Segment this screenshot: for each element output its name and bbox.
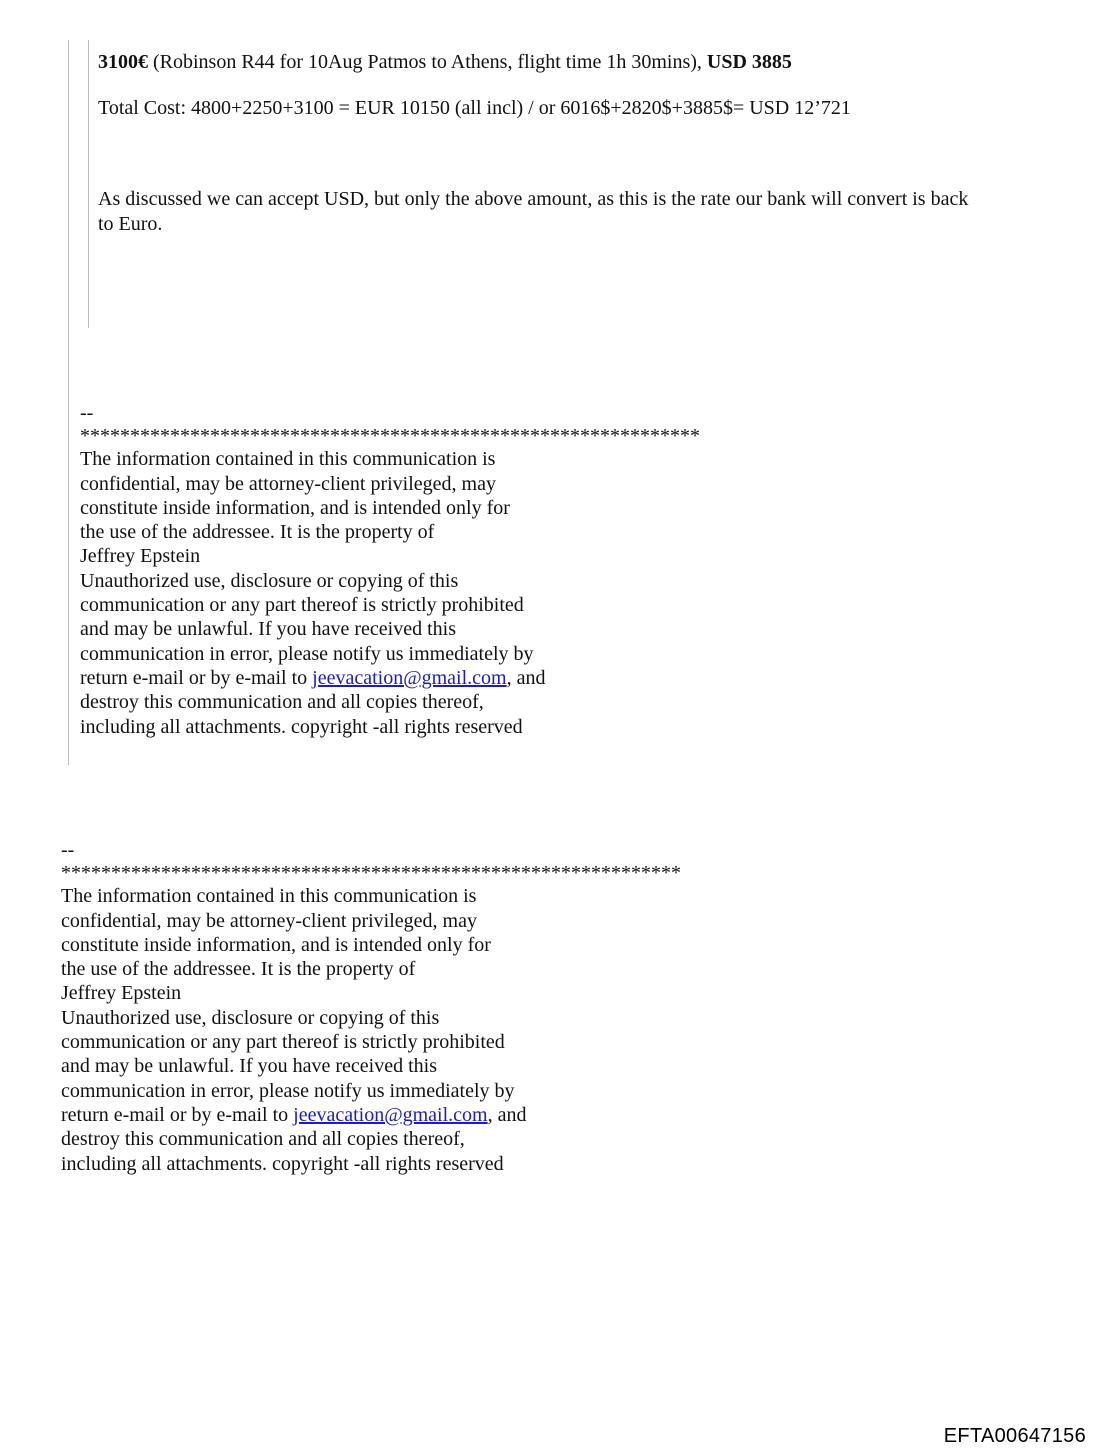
disclaimer-line: destroy this communication and all copies thereof, [80,691,484,714]
disclaimer-2 [61,838,681,1176]
disclaimer-line: confidential, may be attorney-client privileged, may [61,909,477,932]
email-suffix: , and [506,666,546,689]
disclaimer-1 [80,401,700,739]
outer-quote-bar [68,40,69,765]
inner-quote-bar [88,40,89,328]
disclaimer-line: and may be unlawful. If you have received this [61,1055,437,1078]
signature-separator: -- [80,402,94,424]
disclaimer-line: communication or any part thereof is strictly prohibited [61,1031,505,1054]
email-link[interactable]: jeevacation@gmail.com [293,1103,488,1126]
document-id: EFTA00647156 [943,1425,1086,1447]
disclaimer-line: communication or any part thereof is strictly prohibited [80,594,524,617]
disclaimer-line: Unauthorized use, disclosure or copying of this [80,569,459,592]
total-cost-line: Total Cost: 4800+2250+3100 = EUR 10150 (all incl) / or 6016$+2820$+3885$= USD 12’721 [98,97,851,119]
stars-divider: ************************************************************** [80,425,700,448]
disclaimer-line: communication in error, please notify us immediately by [80,642,534,665]
disclaimer-email-line [61,1103,681,1127]
disclaimer-line: communication in error, please notify us immediately by [61,1079,515,1102]
disclaimer-line: constitute inside information, and is intended only for [80,496,510,519]
disclaimer-line: constitute inside information, and is intended only for [61,933,491,956]
disclaimer-line: Jeffrey Epstein [80,545,201,568]
stars-divider: ************************************************************** [61,862,681,885]
pricing-description: (Robinson R44 for 10Aug Patmos to Athens, flight time 1h 30mins), [148,51,707,73]
email-link[interactable]: jeevacation@gmail.com [312,666,507,689]
disclaimer-line: The information contained in this communication is [80,448,496,471]
usd-note-line-2: to Euro. [98,213,163,235]
disclaimer-line: Unauthorized use, disclosure or copying of this [61,1006,440,1029]
email-prefix: return e-mail or by e-mail to [61,1103,294,1126]
pricing-line-helicopter [98,50,792,74]
disclaimer-line: Jeffrey Epstein [61,982,182,1005]
signature-separator: -- [61,839,75,861]
disclaimer-line: the use of the addressee. It is the property of [61,958,416,981]
disclaimer-email-line [80,666,700,690]
usd-note-line-1: As discussed we can accept USD, but only the above amount, as this is the rate our bank will convert is back [98,188,969,210]
email-suffix: , and [487,1103,527,1126]
disclaimer-line: including all attachments. copyright -all rights reserved [61,1152,504,1175]
disclaimer-line: The information contained in this communication is [61,885,477,908]
email-prefix: return e-mail or by e-mail to [80,666,313,689]
disclaimer-line: destroy this communication and all copies thereof, [61,1128,465,1151]
pricing-amount-usd: USD 3885 [706,51,792,73]
disclaimer-line: confidential, may be attorney-client privileged, may [80,472,496,495]
disclaimer-line: and may be unlawful. If you have received this [80,618,456,641]
pricing-amount-eur: 3100€ [98,51,148,73]
disclaimer-line: the use of the addressee. It is the property of [80,521,435,544]
disclaimer-line: including all attachments. copyright -all rights reserved [80,715,523,738]
